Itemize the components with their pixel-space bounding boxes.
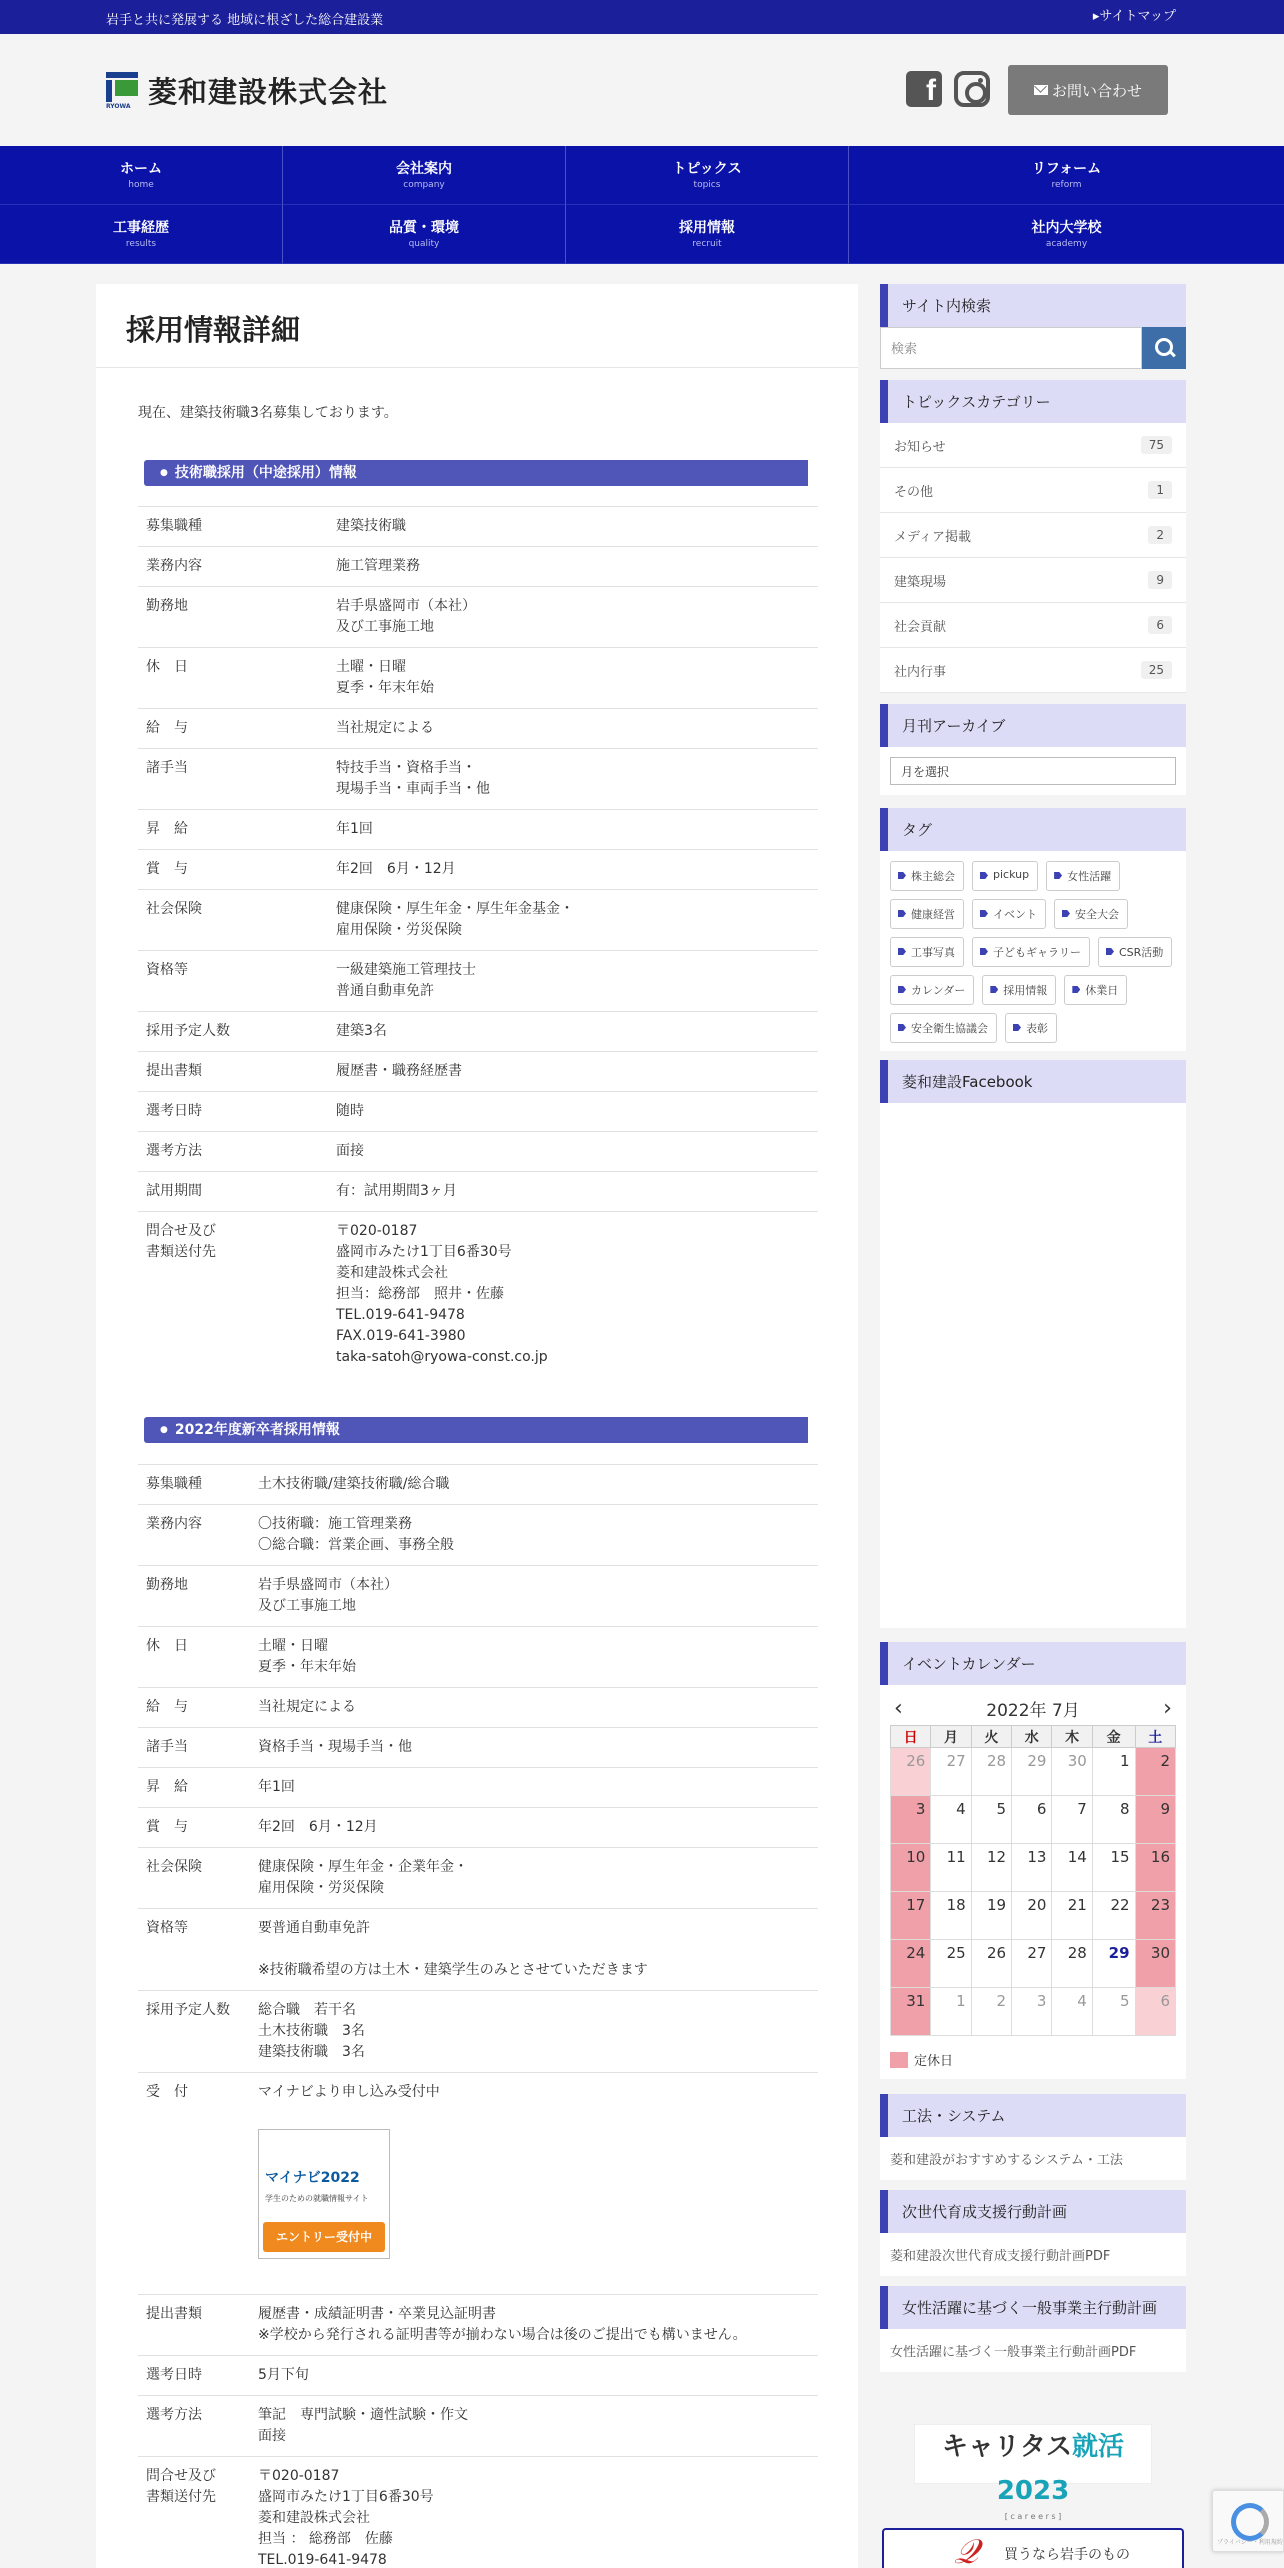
row-value [328,1012,818,1052]
row-value-text: 資格手当・現場手当・他 [258,1739,412,1755]
row-value-text: 建築技術職 [336,518,406,534]
row-label: 給 与 [138,709,328,749]
calendar-day[interactable]: 18 [931,1892,971,1940]
row-value-text: 当社規定による [336,720,434,736]
row-label: 諸手当 [138,1728,250,1768]
facebook-icon[interactable]: f [906,71,942,107]
row-value [328,587,818,648]
row-label: 給 与 [138,1688,250,1728]
nav-topics[interactable]: トピックス topics [566,146,849,205]
row-label: 昇 給 [138,1768,250,1808]
search-input[interactable]: 検索 [880,327,1142,369]
intro-text: 現在、建築技術職3名募集しております。 [138,405,398,421]
category-item[interactable] [880,468,1186,513]
women-plan-link[interactable]: 女性活躍に基づく一般事業主行動計画PDF [890,2345,1137,2360]
calendar-day[interactable]: 17 [891,1892,931,1940]
row-value-text: 建築3名 [336,1023,387,1039]
table-row [138,2396,818,2457]
recaptcha-badge[interactable]: プライバシー・利用規約 [1212,2490,1284,2552]
row-value-text: 履歴書・成績証明書・卒業見込証明書 ※学校から発行される証明書等が揃わない場合は後のご提出でも構いません。 [258,2306,747,2343]
tag-chip[interactable]: カレンダー [890,975,974,1005]
row-value [250,1465,818,1505]
contact-button[interactable]: お問い合わせ [1008,65,1168,115]
weekday-header: 水 [1012,1726,1052,1748]
row-value [328,1092,818,1132]
row-value-text: マイナビより申し込み受付中 [258,2084,440,2100]
calendar-day[interactable]: 31 [891,1988,931,2036]
row-value-text: 特技手当・資格手当・ 現場手当・車両手当・他 [336,760,490,797]
company-logo[interactable] [106,70,388,111]
nav-company[interactable]: 会社案内 company [283,146,566,205]
tag-chip[interactable]: 株主総会 [890,861,964,891]
category-name: その他 [894,484,934,500]
widget-title: イベントカレンダー [880,1642,1186,1685]
row-label: 社会保険 [138,1848,250,1909]
row-value-text: 総合職 若干名 土木技術職 3名 建築技術職 3名 [258,2002,365,2060]
row-label: 勤務地 [138,1566,250,1627]
calendar-day[interactable]: 1 [931,1988,971,2036]
row-value [328,951,818,1012]
table-row [138,1728,818,1768]
next-gen-link[interactable]: 菱和建設次世代育成支援行動計画PDF [890,2249,1111,2264]
row-value-text: 施工管理業務 [336,558,420,574]
calendar-day[interactable]: 2 [1135,1748,1175,1796]
calendar-day[interactable]: 12 [971,1844,1011,1892]
row-value [250,1728,818,1768]
widget-women [880,2286,1186,2372]
widget-title: 月刊アーカイブ [880,704,1186,747]
weekday-header: 木 [1052,1726,1092,1748]
top-bar [0,0,1284,34]
row-label: 業務内容 [138,547,328,587]
row-value-text: 5月下旬 [258,2367,309,2383]
row-value [328,749,818,810]
weekday-header: 火 [971,1726,1011,1748]
calendar-day[interactable]: 28 [1052,1940,1092,1988]
instagram-icon[interactable] [954,71,990,107]
tag-chip[interactable]: 安全大会 [1054,899,1128,929]
row-value-text: 年1回 [336,821,373,837]
category-item[interactable] [880,558,1186,603]
table-row [138,1172,818,1212]
row-value-text: 土曜・日曜 夏季・年末年始 [336,659,434,696]
calendar-day[interactable]: 6 [1012,1796,1052,1844]
row-value [250,1909,818,1991]
row-label: 選考方法 [138,2396,250,2457]
tagline: 岩手と共に発展する 地域に根ざした総合建設業 [106,13,384,28]
widget-calendar [880,1642,1186,2079]
category-item[interactable] [880,423,1186,468]
newgrad-table [138,1464,818,2568]
table-row [138,709,818,749]
table-row [138,1052,818,1092]
row-value-text: 年2回 6月・12月 [336,861,456,877]
row-value-text: 健康保険・厚生年金・企業年金・ 雇用保険・労災保険 [258,1859,468,1896]
calendar-day[interactable]: 3 [1012,1988,1052,2036]
category-name: 建築現場 [894,574,947,590]
row-value-text: 土曜・日曜 夏季・年末年始 [258,1638,356,1675]
calendar-day[interactable]: 9 [1135,1796,1175,1844]
banner-logo-icon: 𝒬 [954,2532,979,2568]
table-row [138,2457,818,2568]
nav-quality[interactable]: 品質・環境 quality [283,205,566,264]
category-count: 25 [1141,661,1172,679]
row-label: 問合せ及び 書類送付先 [138,2457,250,2568]
category-name: メディア掲載 [894,529,971,545]
calendar-day[interactable]: 26 [971,1940,1011,1988]
caritas-banner[interactable]: キャリタス就活2023 [ c a r e e r s ] [914,2424,1152,2484]
row-value-text: 筆記 専門試験・適性試験・作文 面接 [258,2407,468,2444]
table-row [138,1012,818,1052]
table-row [138,1848,818,1909]
row-value [250,1991,818,2073]
row-value [328,709,818,749]
calendar-day[interactable]: 3 [891,1796,931,1844]
nav-academy[interactable]: 社内大学校 academy [849,205,1284,264]
nav-reform[interactable]: リフォーム reform [849,146,1284,205]
table-row [138,1768,818,1808]
tag-chip[interactable]: 子どもギャラリー [972,937,1090,967]
weekday-header: 土 [1135,1726,1175,1748]
row-label: 選考方法 [138,1132,328,1172]
row-label: 問合せ及び 書類送付先 [138,1212,328,1378]
calendar-day[interactable]: 14 [1052,1844,1092,1892]
chevron-left-icon[interactable]: ‹ [894,1695,903,1721]
table-row [138,2295,818,2356]
mynavi-sub: 学生のための就職情報サイト [265,2194,369,2203]
search-form [880,327,1186,369]
category-item[interactable] [880,513,1186,558]
row-label: 募集職種 [138,507,328,547]
nav-recruit[interactable]: 採用情報 recruit [566,205,849,264]
calendar-grid [890,1725,1176,2036]
row-value [250,2457,818,2568]
calendar-day[interactable]: 4 [1052,1988,1092,2036]
widget-title: サイト内検索 [880,284,1186,327]
section-heading-newgrad: ● 2022年度新卒者採用情報 [144,1417,808,1443]
archive-select[interactable]: 月を選択 [890,757,1176,785]
table-row [138,1566,818,1627]
row-label: 提出書類 [138,1052,328,1092]
row-value [250,1848,818,1909]
row-value-text: 健康保険・厚生年金・厚生年金基金・ 雇用保険・労災保険 [336,901,574,938]
row-value-text: 年1回 [258,1779,295,1795]
calendar-day[interactable]: 7 [1052,1796,1092,1844]
row-value-text: 年2回 6月・12月 [258,1819,378,1835]
table-row [138,1092,818,1132]
row-value-text: 面接 [336,1143,364,1159]
calendar-day[interactable]: 24 [891,1940,931,1988]
row-value [328,890,818,951]
row-value-text: 岩手県盛岡市（本社） 及び工事施工地 [336,598,476,635]
company-name: 菱和建設株式会社 [148,75,389,109]
calendar-day[interactable]: 15 [1092,1844,1135,1892]
row-value [250,2396,818,2457]
row-label: 選考日時 [138,2356,250,2396]
table-row [138,1132,818,1172]
category-count: 6 [1148,616,1172,634]
weekday-header: 月 [931,1726,971,1748]
widget-categories [880,380,1186,693]
widget-title: 次世代育成支援行動計画 [880,2190,1186,2233]
widget-title: トピックスカテゴリー [880,380,1186,423]
row-value-text: 一級建築施工管理技士 普通自動車免許 [336,962,476,999]
row-value [250,1627,818,1688]
row-label: 資格等 [138,951,328,1012]
row-label: 試用期間 [138,1172,328,1212]
row-value [328,810,818,850]
entry-button[interactable]: エントリー受付中 [263,2222,385,2252]
widget-next-gen [880,2190,1186,2276]
row-value [328,1132,818,1172]
row-value [328,1212,818,1378]
table-row [138,1465,818,1505]
calendar-month: 2022年 7月 [986,1700,1080,1721]
table-row [138,890,818,951]
row-label: 昇 給 [138,810,328,850]
widget-title: 工法・システム [880,2094,1186,2137]
row-value-text: 〇技術職：施工管理業務 〇総合職：営業企画、事務全般 [258,1516,454,1553]
row-label: 休 日 [138,648,328,709]
tag-chip[interactable]: 女性活躍 [1046,861,1120,891]
row-value [250,2356,818,2396]
calendar-day[interactable]: 26 [891,1748,931,1796]
row-label: 休 日 [138,1627,250,1688]
table-row [138,1909,818,1991]
row-value [328,1172,818,1212]
legend-swatch [890,2052,908,2068]
category-count: 75 [1141,436,1172,454]
table-row [138,951,818,1012]
social-links [906,71,990,107]
row-value [328,850,818,890]
tag-chip[interactable]: 休業日 [1064,975,1127,1005]
widget-title: 女性活躍に基づく一般事業主行動計画 [880,2286,1186,2329]
tag-chip[interactable]: 健康経営 [890,899,964,929]
row-value [250,2295,818,2356]
table-row [138,1505,818,1566]
table-row [138,749,818,810]
calendar-day[interactable]: 23 [1135,1892,1175,1940]
calendar-day[interactable]: 27 [931,1748,971,1796]
table-row [138,1688,818,1728]
category-count: 1 [1148,481,1172,499]
widget-archive [880,704,1186,795]
row-label: 採用予定人数 [138,1991,250,2073]
table-row [138,547,818,587]
calendar-day[interactable]: 5 [1092,1988,1135,2036]
row-label: 勤務地 [138,587,328,648]
row-value-text: 土木技術職/建築技術職/総合職 [258,1476,450,1492]
chevron-right-icon[interactable]: › [1163,1695,1172,1721]
table-row [138,648,818,709]
tag-chip[interactable]: pickup [972,861,1038,891]
calendar-day[interactable]: 4 [931,1796,971,1844]
table-row [138,507,818,547]
calendar-day[interactable]: 19 [971,1892,1011,1940]
tag-chip[interactable]: 工事写真 [890,937,964,967]
category-name: 社内行事 [894,664,947,680]
row-value-text: 〒020-0187 盛岡市みたけ1丁目6番30号 菱和建設株式会社 担当 ： 総務部 佐藤 TEL.019-641-9478 [258,2468,434,2568]
nav-home[interactable]: ホーム home [0,146,283,205]
row-label: 選考日時 [138,1092,328,1132]
category-count: 2 [1148,526,1172,544]
calendar-day[interactable]: 29 [1012,1748,1052,1796]
calendar-day[interactable]: 5 [971,1796,1011,1844]
row-value [250,1566,818,1627]
widget-title: タグ [880,808,1186,851]
widget-search [880,284,1186,369]
calendar-day[interactable]: 22 [1092,1892,1135,1940]
sitemap-link[interactable]: ▸サイトマップ [1092,9,1176,24]
row-value [328,507,818,547]
weekday-header: 金 [1092,1726,1135,1748]
table-row [138,1212,818,1378]
row-value [250,1688,818,1728]
calendar-day[interactable]: 8 [1092,1796,1135,1844]
widget-title: 菱和建設Facebook [880,1060,1186,1103]
calendar-day[interactable]: 21 [1052,1892,1092,1940]
table-row [138,1991,818,2073]
midcareer-table [138,506,818,1377]
calendar-day[interactable]: 10 [891,1844,931,1892]
row-label: 受 付 [138,2073,250,2295]
local-products-banner[interactable]: 𝒬 買うなら岩手のもの [882,2528,1184,2568]
row-value-text: 岩手県盛岡市（本社） 及び工事施工地 [258,1577,398,1614]
calendar-day[interactable]: 27 [1012,1940,1052,1988]
calendar-day[interactable]: 30 [1135,1940,1175,1988]
category-item[interactable] [880,603,1186,648]
row-value [328,1052,818,1092]
tag-chip[interactable]: イベント [972,899,1046,929]
tag-chip[interactable]: 表彰 [1005,1013,1057,1043]
logo-mark-icon: RYOWA [106,72,138,110]
row-value [250,1768,818,1808]
table-row [138,1808,818,1848]
table-row [138,850,818,890]
category-item[interactable] [880,648,1186,693]
row-label: 社会保険 [138,890,328,951]
widget-facebook [880,1060,1186,1628]
tag-chip[interactable]: 採用情報 [982,975,1056,1005]
calendar-day[interactable]: 25 [931,1940,971,1988]
calendar-day[interactable]: 28 [971,1748,1011,1796]
row-label: 採用予定人数 [138,1012,328,1052]
row-value-text: 要普通自動車免許 ※技術職希望の方は土木・建築学生のみとさせていただきます [258,1920,648,1978]
row-value [250,2073,818,2295]
envelope-icon [1034,85,1048,95]
widget-tags [880,808,1186,1051]
calendar-day[interactable]: 30 [1052,1748,1092,1796]
row-label: 賞 与 [138,850,328,890]
row-value-text: 随時 [336,1103,364,1119]
mynavi-entry-banner[interactable] [258,2129,390,2259]
row-label: 提出書類 [138,2295,250,2356]
tag-chip[interactable]: CSR活動 [1098,937,1172,967]
calendar-day[interactable]: 13 [1012,1844,1052,1892]
main-content [96,284,858,2568]
calendar-day[interactable]: 1 [1092,1748,1135,1796]
table-row [138,810,818,850]
row-label: 資格等 [138,1909,250,1991]
table-row [138,587,818,648]
table-row [138,2073,818,2295]
calendar-day[interactable]: 6 [1135,1988,1175,2036]
page-title: 採用情報詳細 [96,284,858,368]
chevron-right-icon: ▸ [1092,9,1100,24]
nav-results[interactable]: 工事経歴 results [0,205,283,264]
row-label: 業務内容 [138,1505,250,1566]
row-label: 募集職種 [138,1465,250,1505]
table-row [138,1627,818,1688]
category-count: 9 [1148,571,1172,589]
calendar-day[interactable]: 20 [1012,1892,1052,1940]
calendar-day[interactable]: 16 [1135,1844,1175,1892]
table-row [138,2356,818,2396]
row-value [328,648,818,709]
row-value [250,1505,818,1566]
row-value-text: 当社規定による [258,1699,356,1715]
weekday-header: 日 [891,1726,931,1748]
row-value-text: 履歴書・職務経歴書 [336,1063,462,1079]
row-value-text: 有：試用期間3ヶ月 [336,1183,457,1199]
section-heading-midcareer: ● 技術職採用（中途採用）情報 [144,460,808,486]
calendar-legend: 定休日 [890,2050,1176,2069]
category-name: 社会貢献 [894,619,947,635]
site-header [0,34,1284,146]
row-value [328,547,818,587]
row-label: 賞 与 [138,1808,250,1848]
tag-chip[interactable]: 安全衛生協議会 [890,1013,997,1043]
global-nav [0,146,1284,264]
widget-method [880,2094,1186,2180]
row-value [250,1808,818,1848]
method-link[interactable]: 菱和建設がおすすめするシステム・工法 [890,2153,1123,2168]
search-icon[interactable] [1142,327,1186,369]
mynavi-logo: マイナビ2022 [265,2170,360,2186]
row-label: 諸手当 [138,749,328,810]
calendar-day[interactable]: 29 [1092,1940,1135,1988]
calendar-day[interactable]: 2 [971,1988,1011,2036]
calendar-day[interactable]: 11 [931,1844,971,1892]
row-value-text: 〒020-0187 盛岡市みたけ1丁目6番30号 菱和建設株式会社 担当：総務部 照井・佐藤 TEL.019-641-9478 FAX.019-641-3980 taka-satoh@ryowa-const.co.jp [336,1223,548,1365]
category-name: お知らせ [894,439,946,455]
